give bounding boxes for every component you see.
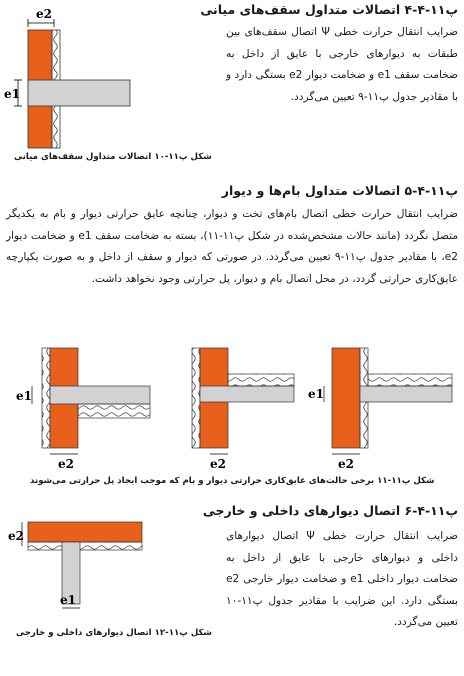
figure11-caption: شکل پ۱۱-۱۱ برخی حالت‌های عایق‌کاری حرارتی دیوار و بام که موجب ایجاد پل حرارتی می‌شوند [30,476,435,486]
section1-heading: پ۱۱-۴-۴ اتصالات متداول سقف‌های میانی [200,2,458,17]
figure-roof-junctions [10,348,454,470]
section3-paragraph: ضرایب انتقال حرارت خطی Ψ اتصال دیوارهای داخلی و دیوارهای خارجی با عایق از داخل به ضخامت دیوار داخلی e1 و ضخامت دیوار خارجی e2 بستگی دارد. این ضرایب با مقادیر جدول پ۱۱-۱۰ تعیین می‌گردد. [226,530,458,628]
section2-paragraph: ضرایب انتقال حرارت خطی اتصال بام‌های تخت و دیوار، چنانچه عایق حرارتی دیوار و بام به یکدیگر متصل نگردد (مانند حالات مشخص‌شده در شکل پ۱۱-۱۱)، بسته به ضخامت سقف e1 و ضخامت دیوار e2، با مقادیر جدول پ۱۱-۹ تعیین می‌گردد. در صورتی که دیوار و سقف از داخل و به صورت یکپارچه عایق‌کاری حرارتی گردد، در محل اتصال بام و دیوار، پل حرارتی وجود نخواهد داشت. [6,208,458,285]
figure10-caption: شکل پ۱۱-۱۰ اتصالات متداول سقف‌های میانی [14,152,212,162]
svg-text:e1: e1 [308,387,324,401]
svg-text:e1: e1 [16,389,32,403]
figure-floor-junction [4,7,130,148]
svg-text:e1: e1 [60,593,76,607]
svg-text:e2: e2 [210,457,226,471]
roof-variant-right [308,348,452,471]
svg-text:e2: e2 [58,457,74,471]
figure-wall-junction [8,516,144,616]
svg-text:e2: e2 [8,529,24,543]
roof-variant-left [16,348,150,471]
section3-heading: پ۱۱-۴-۶ اتصال دیوارهای داخلی و خارجی [202,503,458,518]
section2-heading: پ۱۱-۴-۵ اتصالات متداول بام‌ها و دیوار [221,183,458,198]
roof-variant-middle [192,348,294,471]
section1-paragraph: ضرایب انتقال حرارت خطی Ψ اتصال سقف‌های بین طبقات به دیوارهای خارجی با عایق از داخل به ضخامت سقف e1 و ضخامت دیوار e2 بستگی دارد و با مقادیر جدول پ۱۱-۹ تعیین می‌گردد. [226,26,459,103]
svg-text:e2: e2 [338,457,354,471]
e1-label: e1 [4,87,20,101]
figure12-caption: شکل پ۱۱-۱۲ اتصال دیوارهای داخلی و خارجی [16,628,212,638]
e2-label: e2 [36,7,52,21]
